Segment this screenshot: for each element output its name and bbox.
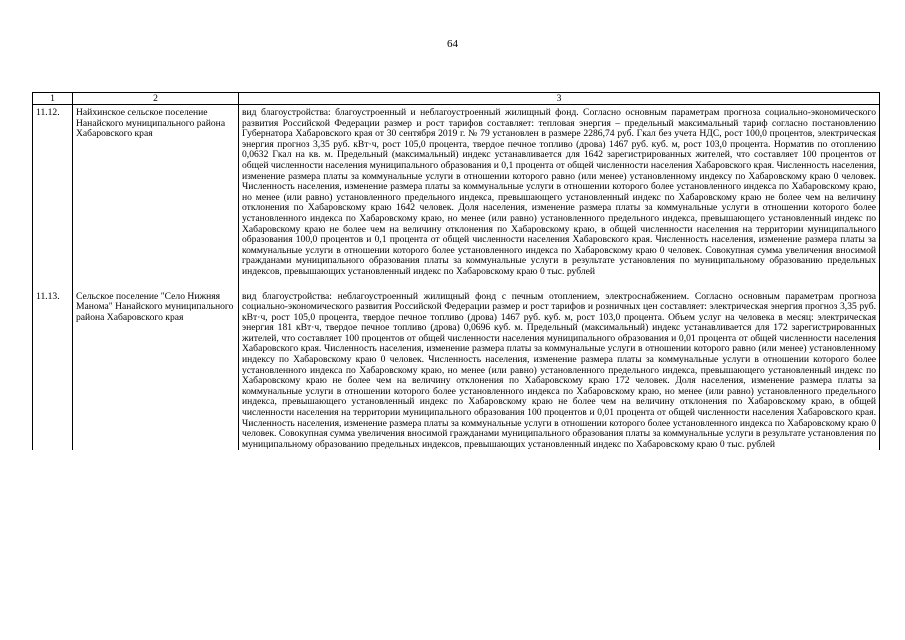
table-row: [33, 278, 880, 451]
column-header-2: 2: [73, 93, 239, 105]
table-row: [33, 105, 880, 278]
row-number: 11.13.: [33, 278, 73, 451]
municipality-name: Найхинское сельское поселение Нанайского муниципального района Хабаровского края: [73, 105, 239, 278]
row-description: вид благоустройства: неблагоустроенный жилищный фонд с печным отоплением, электроснабжением. Согласно основным параметрам прогноза социально-экономического развития Российской Федерации размер и рост тарифов и розничных цен составляет: электрическая энергия прогноз 3,35 руб. кВт·ч, рост 105,0 процента, твердое печное топливо (дрова) 1467 руб. куб. м, рост 103,0 процента. Объем услуг на человека в месяц: электрическая энергия 181 кВт·ч, твердое печное топливо (дрова) 0,0696 куб. м. Предельный (максимальный) индекс устанавливается для 172 зарегистрированных жителей, что составляет 100 процентов от общей численности населения муниципального образования и 0,01 процента от общей численности населения Хабаровского края. Численность населения, изменение размера платы за коммунальные услуги в отношении которого равно (или менее) установленному индексу по Хабаровскому краю 0 человек. Численность населения, изменение размера платы за коммунальные услуги в отношении которого более установленного индекса по Хабаровскому краю, но менее (или равно) установленного предельного индекса, превышающего установленный индекс по Хабаровскому краю не более чем на величину отклонения по Хабаровскому краю 172 человек. Доля населения, изменение размера платы за коммунальные услуги в отношении которого более установленного индекса по Хабаровскому краю, но менее (или равно) установленного предельного индекса, превышающего установленный индекс по Хабаровскому краю не более чем на величину отклонения по Хабаровскому краю, в общей численности населения на территории муниципального образования 100 процентов и 0,01 процента от общей численности населения Хабаровского края. Численность населения, изменение размера платы за коммунальные услуги в отношении которого более установленного индекса по Хабаровскому краю 0 человек. Совокупная сумма увеличения вносимой гражданами муниципального образования платы за коммунальные услуги в результате установления по муниципальному образованию предельных индексов, превышающих установленный индекс по Хабаровскому краю 0 тыс. рублей: [239, 278, 880, 451]
row-description: вид благоустройства: благоустроенный и неблагоустроенный жилищный фонд. Согласно основным параметрам прогноза социально-экономического развития Российской Федерации размер и рост тарифов составляет: тепловая энергия – предельный максимальный тариф согласно постановлению Губернатора Хабаровского края от 30 сентября 2019 г. № 79 установлен в размере 2286,74 руб. Гкал без учета НДС, рост 100,0 процентов, электрическая энергия прогноз 3,35 руб. кВт·ч, рост 105,0 процента, твердое печное топливо (дрова) 1467 руб. куб. м, рост 103,0 процента. Норматив по отоплению 0,0632 Гкал на кв. м. Предельный (максимальный) индекс устанавливается для 1642 зарегистрированных жителей, что составляет 100 процентов от общей численности населения муниципального образования и 0,1 процента от общей численности населения Хабаровского края. Численность населения, изменение размера платы за коммунальные услуги в отношении которого равно (или менее) установленному индексу по Хабаровскому краю 0 человек. Численность населения, изменение размера платы за коммунальные услуги в отношении которого более установленного индекса по Хабаровскому краю, но менее (или равно) установленного предельного индекса, превышающего установленный индекс по Хабаровскому краю не более чем на величину отклонения по Хабаровскому краю 1642 человек. Доля населения, изменение размера платы за коммунальные услуги в отношении которого более установленного индекса по Хабаровскому краю, но менее (или равно) установленного предельного индекса, превышающего установленный индекс по Хабаровскому краю не более чем на величину отклонения по Хабаровскому краю, в общей численности населения на территории муниципального образования 100,0 процентов и 0,1 процента от общей численности населения Хабаровского края. Численность населения, изменение размера платы за коммунальные услуги в отношении которого более установленного индекса по Хабаровскому краю 0 человек. Совокупная сумма увеличения вносимой гражданами муниципального образования платы за коммунальные услуги в результате установления по муниципальному образованию предельных индексов, превышающих установленный индекс по Хабаровскому краю 0 тыс. рублей: [239, 105, 880, 278]
page-number: 64: [447, 38, 458, 50]
column-header-3: 3: [239, 93, 880, 105]
column-header-1: 1: [33, 93, 73, 105]
table-header-row: [33, 93, 880, 105]
row-number: 11.12.: [33, 105, 73, 278]
municipality-name: Сельское поселение "Село Нижняя Манома" Нанайского муниципального района Хабаровского края: [73, 278, 239, 451]
tariff-table: [32, 92, 880, 450]
